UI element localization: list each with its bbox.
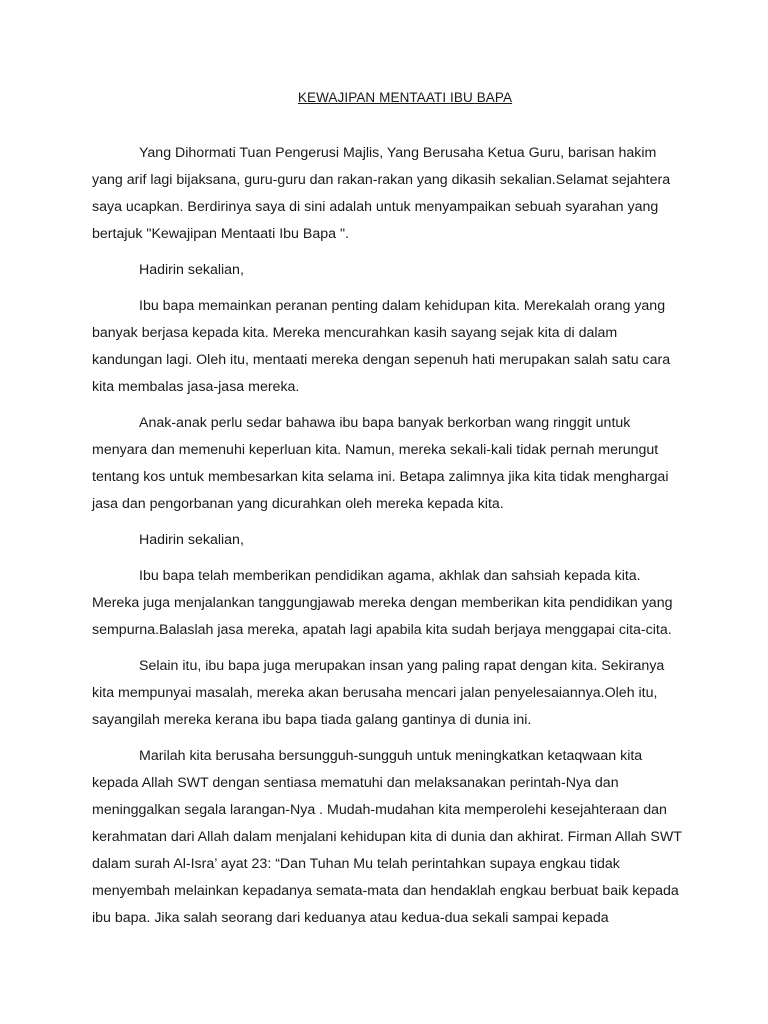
paragraph-sacrifice: Anak-anak perlu sedar bahawa ibu bapa banyak berkorban wang ringgit untuk menyara dan memenuhi keperluan kita. Namun, mereka sekali-kali tidak pernah merungut tentang kos untuk membesarkan kita selama ini. Betapa zalimnya jika kita tidak menghargai jasa dan pengorbanan yang dicurahkan oleh mereka kepada kita. xyxy=(92,415,669,512)
document-body xyxy=(92,140,682,941)
paragraph-piety: Marilah kita berusaha bersungguh-sungguh untuk meningkatkan ketaqwaan kita kepada Allah SWT dengan sentiasa mematuhi dan melaksanakan perintah-Nya dan meninggalkan segala larangan-Nya . Mudah-mudahan kita memperolehi kesejahteraan dan kerahmatan dari Allah dalam menjalani kehidupan kita di dunia dan akhirat. Firman Allah SWT dalam surah Al-Isra’ ayat 23: “Dan Tuhan Mu telah perintahkan supaya engkau tidak menyembah melainkan kepadanya semata-mata dan hendaklah engkau berbuat baik kepada ibu bapa. Jika salah seorang dari keduanya atau kedua-dua sekali sampai kepada xyxy=(92,748,682,926)
paragraph-address-1: Hadirin sekalian, xyxy=(139,262,244,278)
paragraph-education: Ibu bapa telah memberikan pendidikan agama, akhlak dan sahsiah kepada kita. Mereka juga menjalankan tanggungjawab mereka dengan memberikan kita pendidikan yang sempurna.Balaslah jasa mereka, apatah lagi apabila kita sudah berjaya menggapai cita-cita. xyxy=(92,568,673,638)
paragraph-greeting: Yang Dihormati Tuan Pengerusi Majlis, Yang Berusaha Ketua Guru, barisan hakim yang arif lagi bijaksana, guru-guru dan rakan-rakan yang dikasih sekalian.Selamat sejahtera saya ucapkan. Berdirinya saya di sini adalah untuk menyampaikan sebuah syarahan yang bertajuk "Kewajipan Mentaati Ibu Bapa ". xyxy=(92,145,671,242)
paragraph-address-2: Hadirin sekalian, xyxy=(139,532,244,548)
paragraph-closeness: Selain itu, ibu bapa juga merupakan insan yang paling rapat dengan kita. Sekiranya kita mempunyai masalah, mereka akan berusaha mencari jalan penyelesaiannya.Oleh itu, sayangilah mereka kerana ibu bapa tiada galang gantinya di dunia ini. xyxy=(92,658,665,728)
paragraph-role-of-parents: Ibu bapa memainkan peranan penting dalam kehidupan kita. Merekalah orang yang banyak berjasa kepada kita. Mereka mencurahkan kasih sayang sejak kita di dalam kandungan lagi. Oleh itu, mentaati mereka dengan sepenuh hati merupakan salah satu cara kita membalas jasa-jasa mereka. xyxy=(92,298,671,395)
document-title: KEWAJIPAN MENTAATI IBU BAPA xyxy=(297,90,513,105)
